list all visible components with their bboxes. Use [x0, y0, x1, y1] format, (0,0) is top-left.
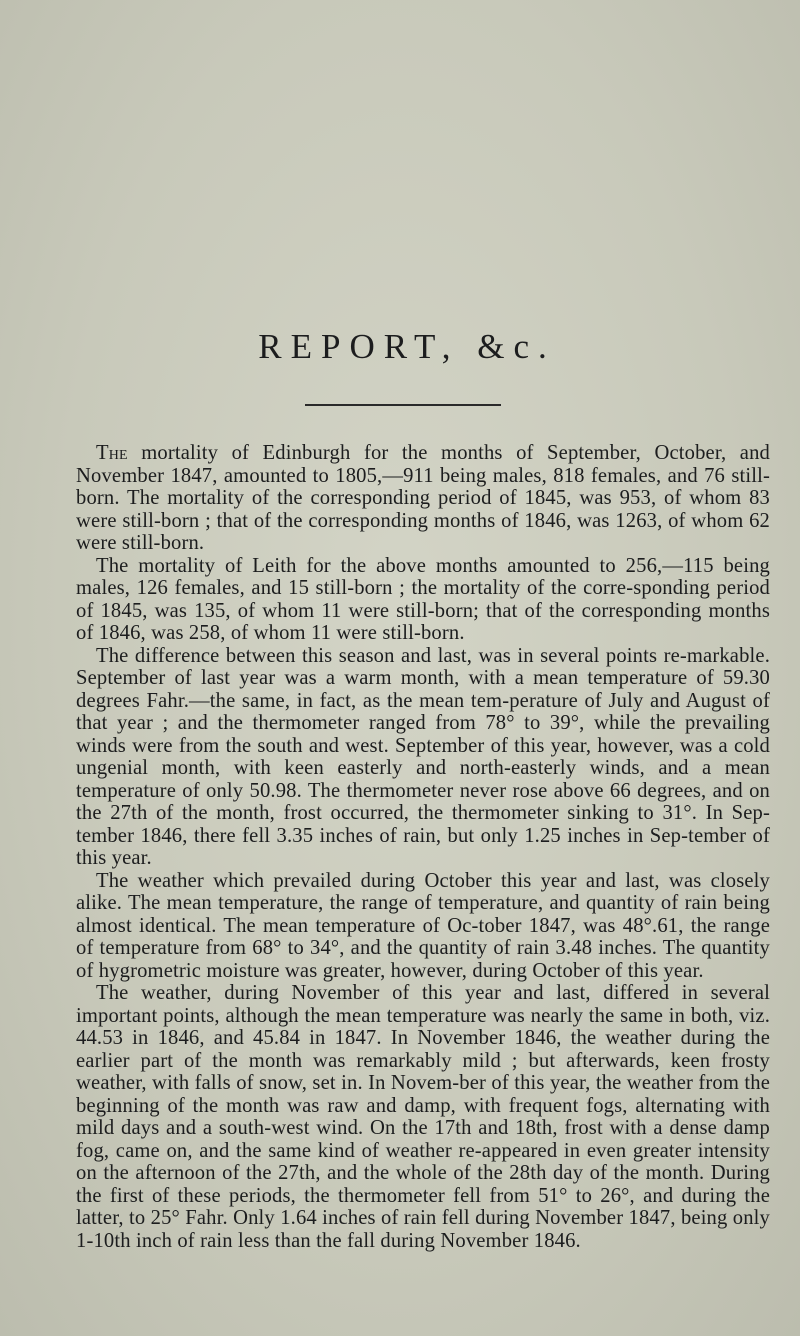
paragraph-text: The weather which prevailed during October this year and last, was closely alike. The mean temperature, the range of temperature, and quantity of rain being almost identical. The mean temperature of Oc-tober 1847, was 48°.61, the range of temperature from 68° to 34°, and the quantity of rain 3.48 inches. The quantity of hygrometric moisture was greater, however, during October of this year. [76, 869, 770, 982]
paragraph-text: The difference between this season and last, was in several points re-markable. September of last year was a warm month, with a mean temperature of 59.30 degrees Fahr.—the same, in fact, as the mean tem-perature of July and August of that year ; and the thermometer ranged from 78° to 39°, while the prevailing winds were from the south and west. September of this year, however, was a cold ungenial month, with keen easterly and north-easterly winds, and a mean temperature of only 50.98. The thermometer never rose above 66 degrees, and on the 27th of the month, frost occurred, the thermometer sinking to 31°. In Sep-tember 1846, there fell 3.35 inches of rain, but only 1.25 inches in Sep-tember of this year. [76, 644, 770, 869]
paragraph-text: mortality of Edinburgh for the months of September, October, and November 1847, amounted to 1805,—911 being males, 818 females, and 76 still-born. The mortality of the corresponding period of 1845, was 953, of whom 83 were still-born ; that of the corresponding months of 1846, was 1263, of whom 62 were still-born. [76, 442, 770, 554]
paragraph-edinburgh-mortality [76, 442, 770, 555]
paragraph-leith-mortality [76, 555, 770, 645]
paragraph-text: The mortality of Leith for the above months amounted to 256,—115 being males, 126 females, and 15 still-born ; the mortality of the corre-sponding period of 1845, was 135, of whom 11 were still-born; that of the corresponding months of 1846, was 258, of whom 11 were still-born. [76, 554, 770, 644]
paragraph-september-weather [76, 645, 770, 870]
paragraph-november-weather [76, 982, 770, 1252]
paragraph-lead: The [96, 442, 128, 464]
report-body [76, 442, 770, 1252]
report-title: REPORT, &c. [258, 327, 556, 366]
paragraph-text: The weather, during November of this year and last, differed in several important points, although the mean temperature was nearly the same in both, viz. 44.53 in 1846, and 45.84 in 1847. In November 1846, the weather during the earlier part of the month was remarkably mild ; but afterwards, keen frosty weather, with falls of snow, set in. In Novem-ber of this year, the weather from the beginning of the month was raw and damp, with frequent fogs, alternating with mild days and a south-west wind. On the 17th and 18th, frost with a dense damp fog, came on, and the same kind of weather re-appeared in even greater intensity on the afternoon of the 27th, and the whole of the 28th day of the month. During the first of these periods, the thermometer fell from 51° to 26°, and during the latter, to 25° Fahr. Only 1.64 inches of rain fell during November 1847, being only 1-10th inch of rain less than the fall during November 1846. [76, 982, 770, 1252]
paragraph-october-weather [76, 870, 770, 983]
title-divider [305, 404, 501, 406]
